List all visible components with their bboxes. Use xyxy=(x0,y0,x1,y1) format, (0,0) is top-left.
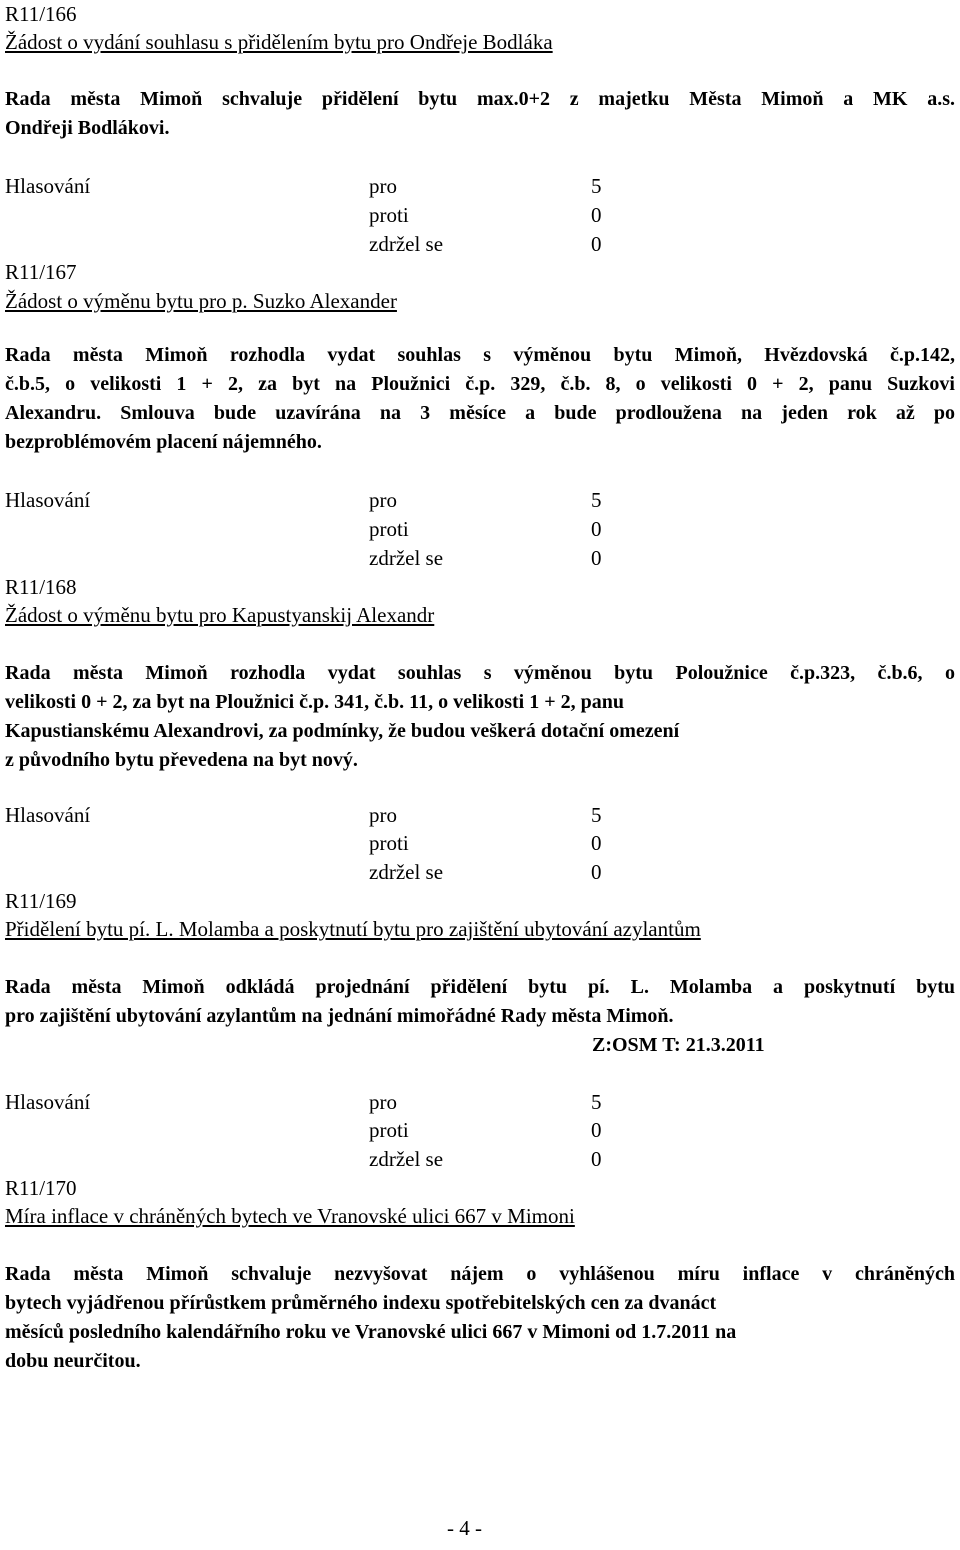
vote-zdrzel-label: zdržel se xyxy=(369,860,444,884)
resolution-id-166: R11/166 xyxy=(5,2,77,26)
vote-proti-label: proti xyxy=(369,1118,409,1142)
vote-label: Hlasování xyxy=(5,488,91,512)
resolution-line: Rada města Mimoň schvaluje nezvyšovat nájem o vyhlášenou míru inflace v chráněných xyxy=(5,1263,955,1285)
vote-zdrzel-value: 0 xyxy=(591,860,602,884)
resolution-title-170: Míra inflace v chráněných bytech ve Vranovské ulici 667 v Mimoni xyxy=(5,1204,575,1228)
resolution-line: č.b.5, o velikosti 1 + 2, za byt na Ploužnici č.p. 329, č.b. 8, o velikosti 0 + 2, panu Suzkovi xyxy=(5,373,955,395)
resolution-line: Ondřeji Bodlákovi. xyxy=(5,117,170,139)
resolution-line: Alexandru. Smlouva bude uzavírána na 3 měsíce a bude prodloužena na jeden rok až po xyxy=(5,402,955,424)
vote-proti-value: 0 xyxy=(591,831,602,855)
vote-pro-label: pro xyxy=(369,803,397,827)
resolution-line: měsíců posledního kalendářního roku ve Vranovské ulici 667 v Mimoni od 1.7.2011 na xyxy=(5,1321,737,1343)
vote-pro-value: 5 xyxy=(591,174,602,198)
resolution-text-168 xyxy=(5,659,955,775)
vote-proti-value: 0 xyxy=(591,517,602,541)
vote-zdrzel-label: zdržel se xyxy=(369,232,444,256)
resolution-line: z původního bytu převedena na byt nový. xyxy=(5,749,358,771)
page-number: - 4 - xyxy=(447,1516,482,1540)
resolution-line: dobu neurčitou. xyxy=(5,1350,141,1372)
vote-pro-label: pro xyxy=(369,174,397,198)
resolution-line: Rada města Mimoň schvaluje přidělení bytu max.0+2 z majetku Města Mimoň a MK a.s. xyxy=(5,88,955,110)
vote-label: Hlasování xyxy=(5,1090,91,1114)
vote-pro-label: pro xyxy=(369,1090,397,1114)
vote-zdrzel-value: 0 xyxy=(591,1147,602,1171)
vote-proti-value: 0 xyxy=(591,203,602,227)
resolution-title-168: Žádost o výměnu bytu pro Kapustyanskij Alexandr xyxy=(5,603,435,627)
resolution-title-166: Žádost o vydání souhlasu s přidělením bytu pro Ondřeje Bodláka xyxy=(5,30,553,54)
vote-proti-value: 0 xyxy=(591,1118,602,1142)
resolution-line: bytech vyjádřenou přírůstkem průměrného indexu spotřebitelských cen za dvanáct xyxy=(5,1292,717,1314)
resolution-text-170 xyxy=(5,1260,955,1376)
resolution-line: velikosti 0 + 2, za byt na Ploužnici č.p. 341, č.b. 11, o velikosti 1 + 2, panu xyxy=(5,691,624,713)
vote-pro-label: pro xyxy=(369,488,397,512)
resolution-id-167: R11/167 xyxy=(5,260,77,284)
vote-label: Hlasování xyxy=(5,803,91,827)
vote-zdrzel-label: zdržel se xyxy=(369,1147,444,1171)
resolution-line: Kapustianskému Alexandrovi, za podmínky, že budou veškerá dotační omezení xyxy=(5,720,680,742)
resolution-line: bezproblémovém placení nájemného. xyxy=(5,431,322,453)
resolution-title-167: Žádost o výměnu bytu pro p. Suzko Alexander xyxy=(5,289,397,313)
resolution-id-170: R11/170 xyxy=(5,1176,77,1200)
vote-proti-label: proti xyxy=(369,203,409,227)
vote-zdrzel-value: 0 xyxy=(591,546,602,570)
resolution-id-169: R11/169 xyxy=(5,889,77,913)
resolution-text-167 xyxy=(5,341,955,457)
deadline: Z:OSM T: 21.3.2011 xyxy=(592,1034,765,1056)
resolution-text-169 xyxy=(5,973,955,1031)
vote-label: Hlasování xyxy=(5,174,91,198)
resolution-id-168: R11/168 xyxy=(5,575,77,599)
resolution-line: pro zajištění ubytování azylantům na jednání mimořádné Rady města Mimoň. xyxy=(5,1005,674,1027)
resolution-line: Rada města Mimoň rozhodla vydat souhlas s výměnou bytu Poloužnice č.p.323, č.b.6, o xyxy=(5,662,955,684)
vote-zdrzel-label: zdržel se xyxy=(369,546,444,570)
vote-pro-value: 5 xyxy=(591,488,602,512)
resolution-text-166 xyxy=(5,85,955,143)
vote-zdrzel-value: 0 xyxy=(591,232,602,256)
resolution-line: Rada města Mimoň rozhodla vydat souhlas s výměnou bytu Mimoň, Hvězdovská č.p.142, xyxy=(5,344,955,366)
vote-pro-value: 5 xyxy=(591,1090,602,1114)
vote-pro-value: 5 xyxy=(591,803,602,827)
vote-proti-label: proti xyxy=(369,517,409,541)
resolution-title-169: Přidělení bytu pí. L. Molamba a poskytnutí bytu pro zajištění ubytování azylantům xyxy=(5,917,701,941)
resolution-line: Rada města Mimoň odkládá projednání přidělení bytu pí. L. Molamba a poskytnutí bytu xyxy=(5,976,955,998)
vote-proti-label: proti xyxy=(369,831,409,855)
